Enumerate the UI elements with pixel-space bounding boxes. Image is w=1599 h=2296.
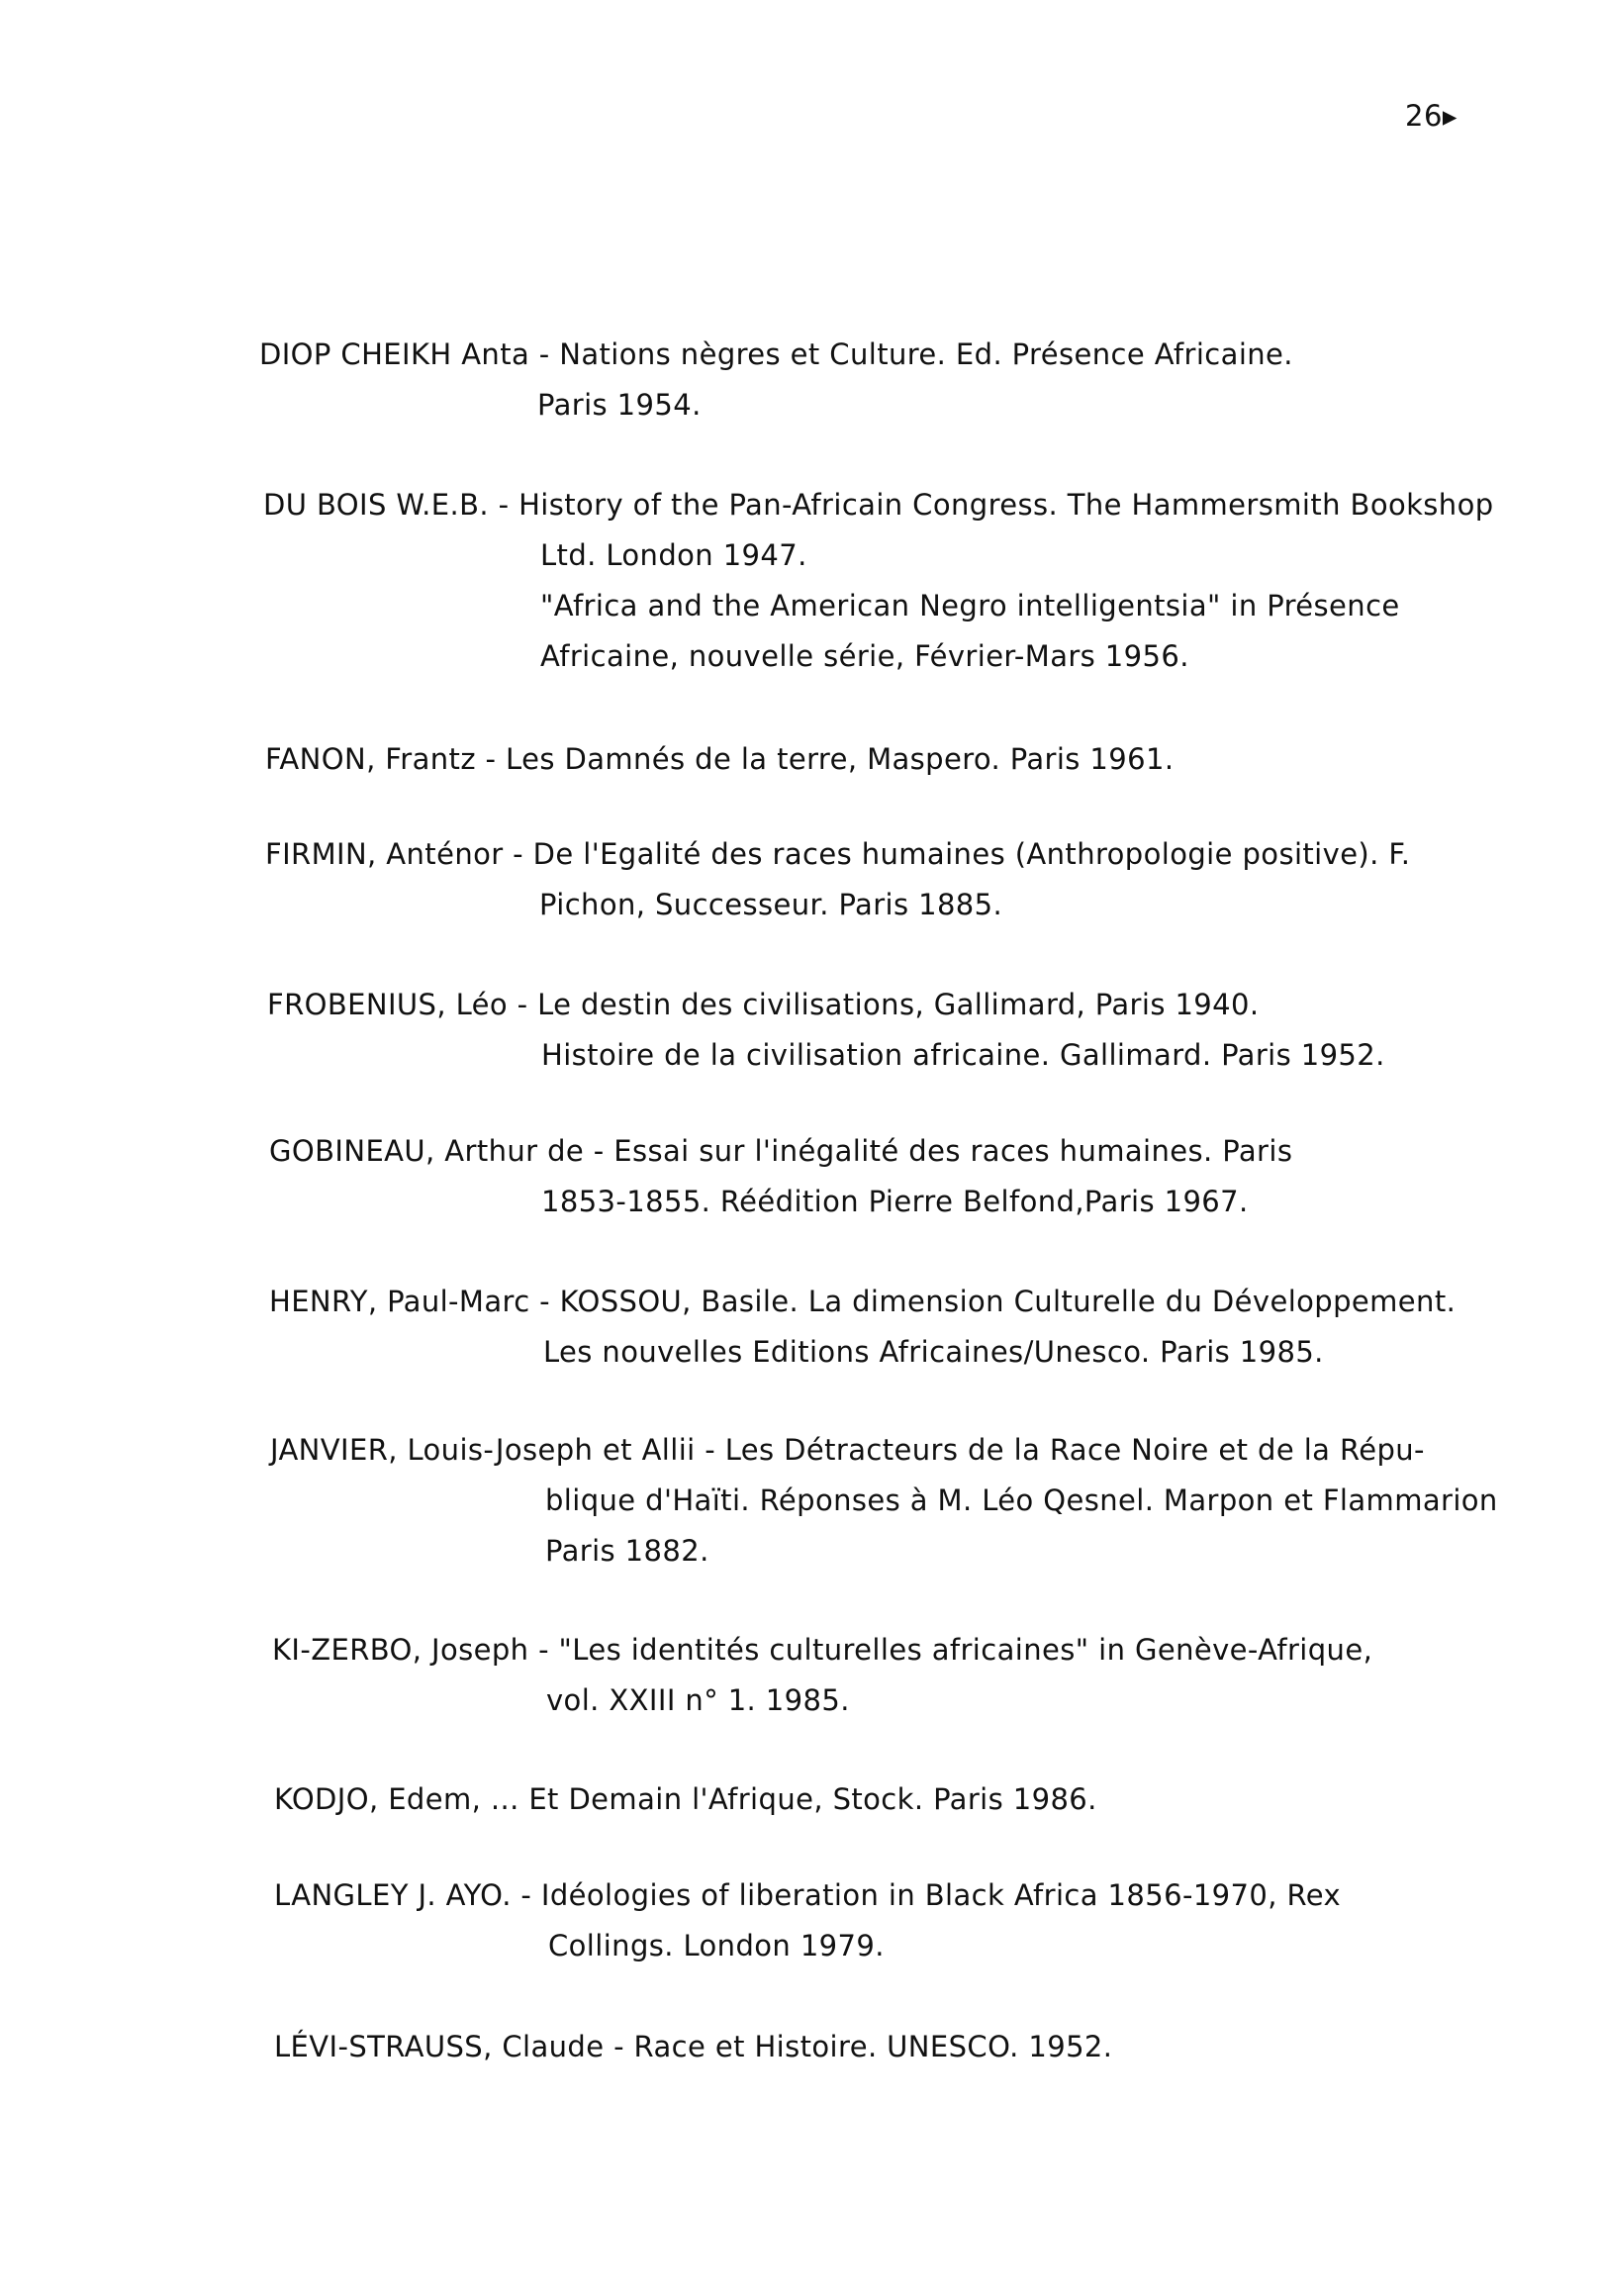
bib-entry [274,1774,1097,1825]
entry-first-line: HENRY, Paul-Marc - KOSSOU, Basile. La dimension Culturelle du Développement. [269,1285,1457,1318]
entry-first-line: FIRMIN, Anténor - De l'Egalité des races humaines (Anthropologie positive). F. [265,837,1411,871]
entry-continuation: Pichon, Successeur. Paris 1885. [539,888,1003,921]
entry-continuation: 1853-1855. Réédition Pierre Belfond,Paris 1967. [541,1185,1249,1218]
bib-entry [274,2022,1112,2072]
entry-continuation: "Africa and the American Negro intelligentsia" in Présence [540,589,1400,622]
entry-continuation: Paris 1882. [545,1534,709,1568]
bib-entry [269,1277,1456,1378]
entry-continuation: Histoire de la civilisation africaine. Gallimard. Paris 1952. [541,1038,1385,1072]
bib-entry [269,1126,1292,1227]
entry-first-line: LANGLEY J. AYO. - Idéologies of liberation in Black Africa 1856-1970, Rex [274,1878,1341,1912]
page-number: 26▸ [1405,99,1458,133]
entry-first-line: JANVIER, Louis-Joseph et Allii - Les Détracteurs de la Race Noire et de la Répu- [270,1433,1425,1467]
entry-first-line: DU BOIS W.E.B. - History of the Pan-Africain Congress. The Hammersmith Bookshop [263,488,1494,522]
bib-entry [263,480,1494,682]
entry-continuation: vol. XXIII n° 1. 1985. [546,1683,850,1717]
entry-continuation: Collings. London 1979. [548,1929,885,1962]
bib-entry [259,330,1293,430]
entry-first-line: FROBENIUS, Léo - Le destin des civilisations, Gallimard, Paris 1940. [267,988,1260,1021]
entry-first-line: LÉVI-STRAUSS, Claude - Race et Histoire. UNESCO. 1952. [274,2030,1113,2063]
entry-continuation: Ltd. London 1947. [540,538,807,572]
bib-entry [267,980,1385,1081]
bib-entry [265,829,1410,930]
entry-first-line: KODJO, Edem, ... Et Demain l'Afrique, Stock. Paris 1986. [274,1782,1097,1816]
entry-continuation: Les nouvelles Editions Africaines/Unesco. Paris 1985. [543,1335,1324,1369]
bib-entry [274,1870,1341,1971]
bib-entry [265,734,1174,785]
bib-entry [270,1425,1498,1577]
entry-continuation: Africaine, nouvelle série, Février-Mars 1956. [540,639,1189,673]
bib-entry [272,1625,1372,1726]
entry-first-line: DIOP CHEIKH Anta - Nations nègres et Culture. Ed. Présence Africaine. [259,337,1293,371]
entry-continuation: blique d'Haïti. Réponses à M. Léo Qesnel. Marpon et Flammarion [545,1483,1498,1517]
entry-continuation: Paris 1954. [537,388,702,422]
entry-first-line: GOBINEAU, Arthur de - Essai sur l'inégalité des races humaines. Paris [269,1134,1293,1168]
entry-first-line: FANON, Frantz - Les Damnés de la terre, Maspero. Paris 1961. [265,742,1175,776]
entry-first-line: KI-ZERBO, Joseph - "Les identités culturelles africaines" in Genève-Afrique, [272,1633,1373,1667]
